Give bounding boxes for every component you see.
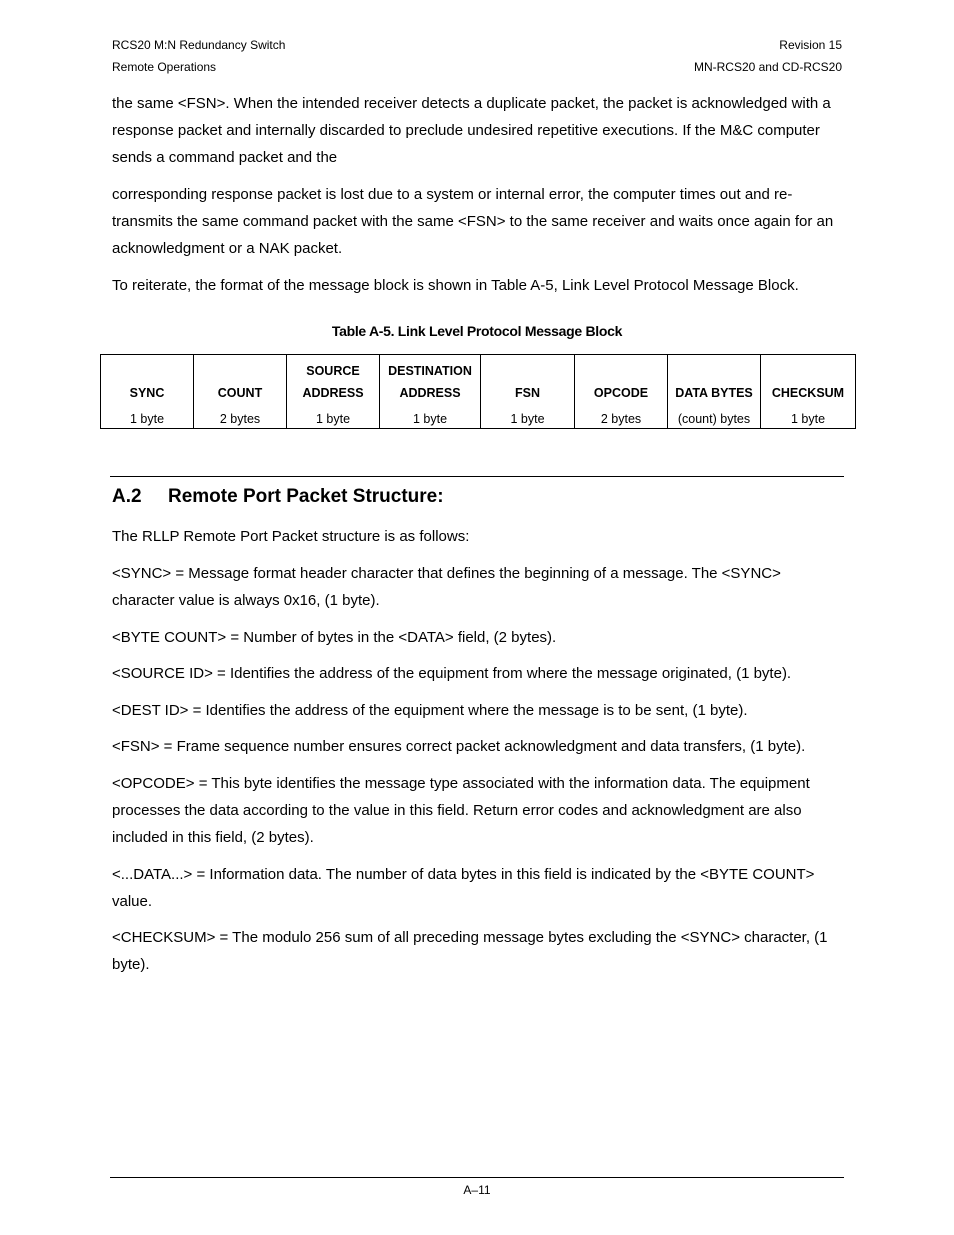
definition-opcode: <OPCODE> = This byte identifies the message type associated with the information data. The equipment processes the data according to the value in this field. Return error codes and acknowledgment are also included in this field, (2 bytes). [112, 775, 810, 846]
body-paragraph-3: To reiterate, the format of the message block is shown in Table A-5, Link Level Protocol Message Block. [112, 277, 799, 294]
column-header-line2: CHECKSUM [771, 386, 845, 400]
message-block-table [100, 354, 856, 429]
definition-checksum: <CHECKSUM> = The modulo 256 sum of all preceding message bytes excluding the <SYNC> character, (1 byte). [112, 929, 828, 973]
section-heading [112, 485, 444, 509]
definition-byte-count: <BYTE COUNT> = Number of bytes in the <DATA> field, (2 bytes). [112, 629, 557, 646]
column-header-line2: COUNT [217, 386, 263, 400]
column-size: 1 byte [315, 412, 351, 426]
column-header-line1: SOURCE [306, 364, 360, 378]
column-size: 1 byte [510, 412, 545, 426]
column-header-line2: DATA BYTES [675, 386, 753, 400]
section-divider [110, 476, 844, 477]
header-doc-title: RCS20 M:N Redundancy Switch [112, 38, 286, 52]
table-cell-destination-address [380, 355, 481, 429]
table-cell-sync [101, 355, 194, 429]
section-intro: The RLLP Remote Port Packet structure is as follows: [112, 528, 470, 545]
table-cell-data-bytes [668, 355, 761, 429]
section-title: Remote Port Packet Structure: [168, 486, 444, 507]
section-number: A.2 [112, 486, 142, 507]
table-caption: Table A-5. Link Level Protocol Message Block [331, 323, 623, 339]
table-cell-source-address [287, 355, 380, 429]
column-size: 2 bytes [219, 412, 261, 426]
column-size: 1 byte [412, 412, 448, 426]
column-header-line2: OPCODE [593, 386, 649, 400]
column-header-line2: SYNC [129, 386, 165, 400]
column-size: (count) bytes [677, 412, 751, 426]
body-paragraph-1: the same <FSN>. When the intended receiver detects a duplicate packet, the packet is acknowledged with a response packet and internally discarded to preclude undesired repetitive executions. If the M&C computer sends a command packet and the [112, 95, 831, 166]
definition-source-id: <SOURCE ID> = Identifies the address of the equipment from where the message originated, (1 byte). [112, 665, 792, 682]
column-size: 1 byte [790, 412, 826, 426]
table-cell-opcode [575, 355, 668, 429]
body-paragraph-2: corresponding response packet is lost due to a system or internal error, the computer times out and re-transmits the same command packet with the same <FSN> to the same receiver and waits once again for an acknowledgment or a NAK packet. [112, 186, 834, 257]
header-doc-number: MN-RCS20 and CD-RCS20 [693, 60, 842, 74]
table-row [101, 355, 856, 429]
definition-data: <...DATA...> = Information data. The number of data bytes in this field is indicated by the <BYTE COUNT> value. [112, 866, 815, 910]
column-header-line1: DESTINATION [388, 364, 472, 378]
page-number: A–11 [463, 1183, 491, 1197]
definition-dest-id: <DEST ID> = Identifies the address of the equipment where the message is to be sent, (1 byte). [112, 702, 748, 719]
header-chapter-title: Remote Operations [112, 60, 217, 74]
table-cell-checksum [761, 355, 856, 429]
table-cell-fsn [481, 355, 575, 429]
table-cell-count [194, 355, 287, 429]
definition-fsn: <FSN> = Frame sequence number ensures correct packet acknowledgment and data transfers, (1 byte). [112, 738, 806, 755]
header-revision: Revision 15 [779, 38, 842, 52]
column-size: 2 bytes [600, 412, 642, 426]
footer-divider [110, 1177, 844, 1178]
definition-sync: <SYNC> = Message format header character that defines the beginning of a message. The <SYNC> character value is always 0x16, (1 byte). [112, 565, 781, 609]
column-header-line2: FSN [515, 386, 540, 400]
column-header-line2: ADDRESS [399, 386, 461, 400]
column-size: 1 byte [129, 412, 165, 426]
column-header-line2: ADDRESS [302, 386, 364, 400]
